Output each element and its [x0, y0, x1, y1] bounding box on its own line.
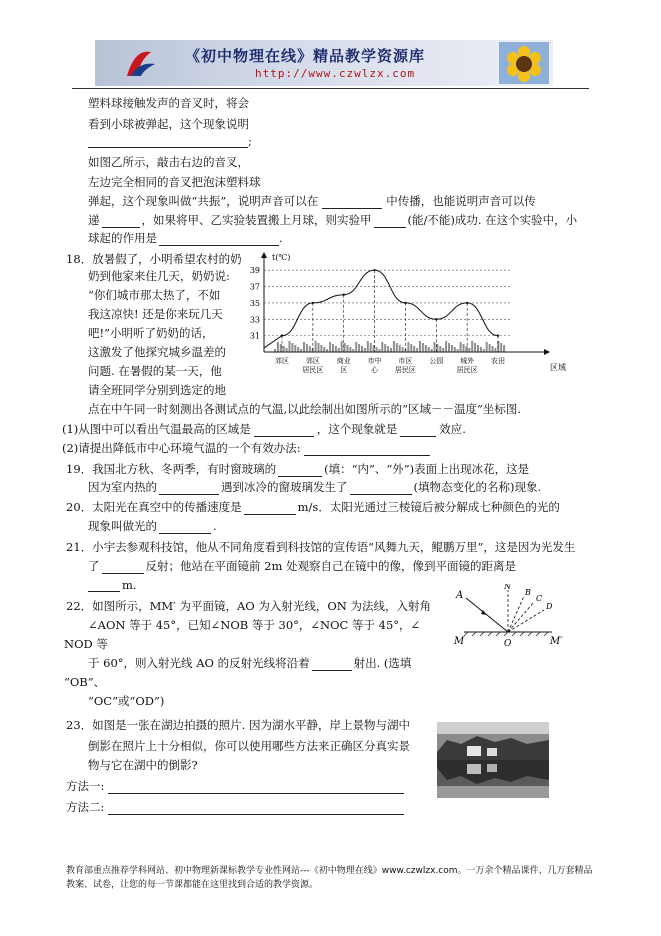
- data-point: [312, 302, 314, 304]
- data-point: [497, 334, 499, 336]
- data-point: [373, 269, 375, 271]
- y-tick-label: 33: [249, 315, 260, 325]
- ground-texture: [463, 344, 465, 352]
- q23-line-2: 倒影在照片上十分相似，你可以使用哪些方法来正确区分真实景: [88, 739, 410, 753]
- label-m: M: [454, 636, 465, 647]
- q18-sub-2: (2)请提出降低市中心环境气温的一个有效办法:: [62, 440, 430, 456]
- ground-texture: [477, 345, 479, 352]
- q19-answer-blank-3[interactable]: [350, 482, 412, 495]
- q19-answer-blank-2[interactable]: [159, 482, 219, 495]
- q22-line-4: 于 60°，则入射光线 AO 的反射光线将沿着 射出. (选填: [88, 656, 412, 670]
- ground-texture: [274, 349, 276, 352]
- q19-line-2: 因为室内热的 遇到冰冷的窗玻璃发生了 (填物态变化的名称)现象.: [88, 480, 542, 494]
- header-title: 《初中物理在线》精品教学资源库: [185, 47, 426, 65]
- ground-texture: [300, 349, 302, 352]
- ground-texture: [320, 345, 322, 352]
- data-point: [435, 318, 437, 320]
- mirror-reflection-diagram: [452, 584, 564, 652]
- q21-line-3: m.: [88, 578, 137, 592]
- label-b: B: [525, 588, 531, 597]
- ground-texture: [294, 345, 296, 352]
- ground-texture: [500, 343, 502, 352]
- q20-line-1: 20．太阳光在真空中的传播速度是 m/s．太阳光通过三棱镜后被分解成七种颜色的光的: [66, 500, 560, 514]
- ground-texture: [367, 341, 369, 352]
- ground-texture: [503, 345, 505, 352]
- q21-line-2: 了 反射；他站在平面镜前 2m 处观察自己在镜中的像，像到平面镜的距离是: [88, 559, 517, 573]
- ground-texture: [323, 347, 325, 352]
- q23-line-3: 物与它在湖中的倒影?: [88, 758, 198, 772]
- q17-line-5: 左边完全相同的音叉把泡沫塑料球: [88, 175, 261, 189]
- ground-texture: [390, 348, 392, 352]
- q23-answer-blank-1[interactable]: [108, 781, 404, 794]
- x-tick-label: 郊区居民区: [302, 357, 324, 374]
- ground-texture: [468, 348, 470, 352]
- ground-texture: [494, 348, 496, 352]
- ground-texture: [347, 345, 349, 352]
- ground-texture: [352, 349, 354, 352]
- ground-texture: [410, 344, 412, 352]
- temperature-chart: [238, 250, 578, 376]
- ground-texture: [480, 347, 482, 352]
- q23-method-1: 方法一:: [66, 778, 404, 794]
- ground-texture: [326, 349, 328, 352]
- q23-answer-blank-2[interactable]: [108, 802, 404, 815]
- x-tick-label: 城外居民区: [456, 357, 478, 374]
- ground-texture: [434, 342, 436, 352]
- ground-texture: [489, 344, 491, 352]
- ground-texture: [492, 346, 494, 352]
- y-axis-arrow: [261, 252, 267, 258]
- q21-answer-blank-2[interactable]: [88, 579, 120, 592]
- ground-texture: [370, 343, 372, 352]
- label-n: N: [504, 584, 511, 591]
- ground-texture: [387, 346, 389, 352]
- q18-line-4: 我这凉快! 还是你来玩几天: [88, 307, 223, 321]
- ground-texture: [428, 347, 430, 352]
- ground-texture: [402, 347, 404, 352]
- y-tick-label: 39: [249, 266, 260, 276]
- ground-texture: [364, 348, 366, 352]
- y-axis-label: t(℃): [272, 253, 291, 262]
- ground-texture: [378, 349, 380, 352]
- ground-texture: [486, 342, 488, 352]
- x-axis-arrow: [544, 349, 550, 355]
- page-footer: 教育部重点推荐学科网站、初中物理新课标教学专业性网站---《初中物理在线》www.czwlzx.com。一万余个精品课件、几万套精品教案、试卷，让您的每一节课都能在这里找到合适的教学资源。: [66, 866, 593, 890]
- ground-texture: [341, 341, 343, 352]
- ground-texture: [286, 348, 288, 352]
- ground-texture: [289, 341, 291, 352]
- q17-line-6: 弹起，这个现象叫做“共振”，说明声音可以在 中传播，也能说明声音可以传: [88, 194, 536, 208]
- x-tick-label: 农田: [491, 357, 505, 365]
- ground-texture: [454, 347, 456, 352]
- q20-answer-blank-2[interactable]: [159, 521, 211, 534]
- ground-texture: [419, 341, 421, 352]
- data-point: [404, 302, 406, 304]
- ground-texture: [451, 345, 453, 352]
- x-axis-label: 区域: [550, 363, 566, 372]
- ground-texture: [425, 345, 427, 352]
- ground-texture: [303, 342, 305, 352]
- q17-answer-blank-4[interactable]: [374, 215, 406, 228]
- ground-texture: [384, 344, 386, 352]
- header-url[interactable]: http://www.czwlzx.com: [255, 67, 416, 80]
- q17-line-8: 球起的作用是 .: [88, 231, 283, 245]
- ground-texture: [361, 346, 363, 352]
- q18-line-3: “你们城市那太热了，不如: [88, 288, 221, 302]
- ground-texture: [445, 341, 447, 352]
- ground-texture: [349, 347, 351, 352]
- site-logo-icon: [123, 46, 157, 80]
- q18-answer-blank-3[interactable]: [304, 443, 430, 456]
- q22-answer-blank[interactable]: [312, 658, 352, 671]
- ground-texture: [376, 347, 378, 352]
- q21-line-1: 21．小宇去参观科技馆，他从不同角度看到科技馆的宣传语“风舞九天，鲲鹏万里”，这是因为光发生: [66, 540, 576, 554]
- x-tick-label: 市中心: [367, 357, 382, 374]
- label-o: O: [504, 639, 512, 649]
- ground-texture: [355, 342, 357, 352]
- y-tick-label: 31: [249, 331, 260, 341]
- ground-texture: [431, 349, 433, 352]
- ground-texture: [297, 347, 299, 352]
- ground-texture: [277, 342, 279, 352]
- ground-texture: [318, 343, 320, 352]
- q17-line-4: 如图乙所示，敲击右边的音叉，: [88, 155, 249, 169]
- label-c: C: [536, 594, 543, 603]
- q23-method-2: 方法二:: [66, 799, 404, 815]
- q22-line-6: “OC”或“OD”): [88, 694, 165, 708]
- q21-answer-blank-1[interactable]: [102, 561, 144, 574]
- q19-answer-blank-1[interactable]: [278, 464, 322, 477]
- ground-texture: [396, 343, 398, 352]
- ground-texture: [448, 343, 450, 352]
- q18-line-8: 请全班同学分别到选定的地: [88, 383, 226, 397]
- q18-line-7: 问题. 在暑假的某一天，他: [88, 364, 222, 378]
- y-tick-label: 35: [249, 298, 260, 308]
- data-point: [281, 334, 283, 336]
- header-divider: [72, 88, 589, 89]
- ground-texture: [422, 343, 424, 352]
- q18-sub-1: (1)从图中可以看出气温最高的区域是 ，这个现象就是 效应.: [62, 422, 466, 436]
- q22-line-2: ∠AON 等于 45°，已知∠NOB 等于 30°，∠NOC 等于 45°，∠: [88, 618, 421, 632]
- temperature-line: [264, 270, 498, 348]
- ground-texture: [283, 346, 285, 352]
- ground-texture: [416, 348, 418, 352]
- ground-texture: [471, 341, 473, 352]
- x-tick-label: 商业区: [336, 357, 351, 374]
- q22-line-1: 22．如图所示，MM′ 为平面镜，AO 为入射光线，ON 为法线，入射角: [66, 599, 431, 613]
- ground-texture: [393, 341, 395, 352]
- label-m-prime: M′: [550, 636, 563, 647]
- q18-line-2: 奶到他家来住几天，奶奶说:: [88, 269, 230, 283]
- q17-answer-blank-3[interactable]: [102, 215, 140, 228]
- ground-texture: [460, 342, 462, 352]
- q17-line-3: ;: [88, 134, 252, 148]
- q18-line-9: 点在中午同一时刻测出各测试点的气温,以此绘制出如图所示的“区域－－温度”坐标图.: [88, 402, 522, 416]
- q22-line-3: NOD 等: [64, 637, 108, 651]
- q17-answer-blank-2[interactable]: [322, 196, 382, 209]
- q20-line-2: 现象叫做光的 .: [88, 519, 217, 533]
- ground-texture: [399, 345, 401, 352]
- ground-texture: [407, 342, 409, 352]
- sunflower-icon: [499, 42, 549, 84]
- ground-texture: [280, 344, 282, 352]
- data-point: [343, 294, 345, 296]
- ground-texture: [309, 346, 311, 352]
- ground-texture: [439, 346, 441, 352]
- x-tick-label: 公园: [429, 357, 444, 365]
- q17-answer-blank-1[interactable]: [88, 135, 248, 148]
- q17-line-7: 递 ，如果将甲、乙实验装置搬上月球，则实验甲 (能/不能)成功. 在这个实验中，小: [88, 213, 578, 227]
- q20-answer-blank-1[interactable]: [244, 502, 296, 515]
- x-tick-label: 市区居民区: [394, 357, 416, 374]
- ground-texture: [381, 342, 383, 352]
- lake-reflection-photo: [437, 722, 549, 798]
- ground-texture: [483, 349, 485, 352]
- ground-texture: [291, 343, 293, 352]
- q19-line-1: 19．我国北方秋、冬两季，有时窗玻璃的 (填：“内”、“外”)表面上出现冰花，这是: [66, 462, 530, 476]
- q22-line-5: “OB”、: [64, 675, 106, 689]
- ground-texture: [457, 349, 459, 352]
- x-tick-label: 郊区: [275, 357, 289, 365]
- q17-answer-blank-5[interactable]: [159, 233, 279, 246]
- ground-texture: [442, 348, 444, 352]
- q18-line-6: 这激发了他探究城乡温差的: [88, 345, 226, 359]
- ground-texture: [436, 344, 438, 352]
- ground-texture: [474, 343, 476, 352]
- ground-texture: [338, 348, 340, 352]
- q18-answer-blank-1[interactable]: [254, 424, 314, 437]
- ground-texture: [306, 344, 308, 352]
- q23-line-1: 23．如图是一张在湖边拍摄的照片. 因为湖水平静，岸上景物与湖中: [66, 718, 410, 732]
- q18-answer-blank-2[interactable]: [400, 424, 436, 437]
- ground-texture: [413, 346, 415, 352]
- label-d: D: [546, 602, 553, 611]
- label-a: A: [456, 590, 464, 601]
- q17-line-1: 塑料球接触发声的音叉时，将会: [88, 96, 249, 110]
- q17-line-2: 看到小球被弹起，这个现象说明: [88, 117, 249, 131]
- ground-texture: [335, 346, 337, 352]
- data-point: [466, 302, 468, 304]
- ground-texture: [332, 344, 334, 352]
- ground-texture: [315, 341, 317, 352]
- ground-texture: [358, 344, 360, 352]
- y-tick-label: 37: [249, 282, 260, 292]
- header-banner: [95, 40, 553, 86]
- q18-line-1: 18．放暑假了，小明希望农村的奶: [66, 252, 242, 266]
- ground-texture: [329, 342, 331, 352]
- q18-line-5: 吧!”小明听了奶奶的话，: [88, 326, 214, 340]
